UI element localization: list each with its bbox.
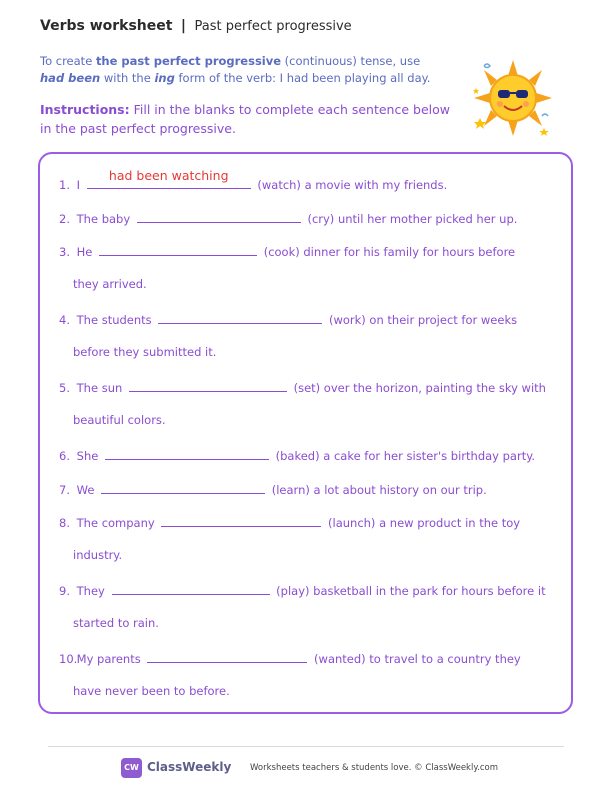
question-text: We [76, 483, 95, 497]
answer-text: had been watching [108, 168, 229, 183]
sun-with-sunglasses-icon [470, 58, 556, 140]
question-number: 7. [59, 483, 70, 497]
question-text: (baked) a cake for her sister's birthday party. [275, 449, 536, 463]
question-number: 3. [59, 245, 70, 259]
intro-text: with the [100, 71, 155, 85]
question-1 [59, 168, 448, 192]
question-text: The baby [76, 212, 131, 226]
question-number: 4. [59, 313, 70, 327]
question-text: The sun [76, 381, 123, 395]
answer-blank[interactable] [129, 379, 287, 392]
question-2 [59, 210, 517, 226]
question-number: 9. [59, 584, 70, 598]
footer-tagline: Worksheets teachers & students love. © ClassWeekly.com [250, 763, 499, 773]
answer-blank[interactable] [147, 650, 307, 663]
question-3-continuation: they arrived. [73, 277, 147, 291]
question-number: 1. [59, 178, 70, 192]
question-text: They [76, 584, 105, 598]
question-text: I [76, 178, 81, 192]
intro-emphasis: had been [40, 71, 101, 85]
question-text: (wanted) to travel to a country they [314, 652, 521, 666]
question-number: 5. [59, 381, 70, 395]
intro-bold: the past perfect progressive [95, 54, 282, 68]
question-text: (cook) dinner for his family for hours before [263, 245, 516, 259]
question-4 [59, 311, 517, 327]
question-text: (cry) until her mother picked her up. [307, 212, 518, 226]
intro-text: form of the verb: I had been playing all day. [174, 71, 431, 85]
question-text: The students [76, 313, 152, 327]
intro-emphasis: ing [154, 71, 175, 85]
worksheet-title: Verbs worksheet [40, 18, 173, 34]
instructions-paragraph [40, 100, 450, 138]
question-5-continuation: beautiful colors. [73, 413, 166, 427]
question-number: 8. [59, 516, 70, 530]
question-4-continuation: before they submitted it. [73, 345, 217, 359]
classweekly-logo-icon: CW [121, 758, 142, 778]
intro-paragraph [40, 53, 440, 87]
question-text: She [76, 449, 99, 463]
question-6 [59, 447, 535, 463]
question-text: (launch) a new product in the toy [328, 516, 521, 530]
question-8-continuation: industry. [73, 548, 123, 562]
question-8 [59, 514, 520, 530]
question-number: 2. [59, 212, 70, 226]
question-text: (learn) a lot about history on our trip. [271, 483, 487, 497]
title-separator: | [180, 18, 187, 34]
footer-divider [48, 746, 564, 747]
answer-blank[interactable] [87, 168, 251, 189]
worksheet-subtitle: Past perfect progressive [194, 19, 352, 34]
answer-blank[interactable] [101, 481, 265, 494]
question-3 [59, 243, 515, 259]
answer-blank[interactable] [112, 582, 270, 595]
answer-blank[interactable] [137, 210, 301, 223]
question-number: 10. [59, 652, 78, 666]
question-9-continuation: started to rain. [73, 616, 159, 630]
question-text: The company [76, 516, 155, 530]
instructions-text: Fill in the blanks to complete each sentence below in the past perfect progressive. [40, 102, 450, 136]
question-text: (watch) a movie with my friends. [257, 178, 448, 192]
answer-blank[interactable] [105, 447, 269, 460]
question-text: My parents [76, 652, 141, 666]
worksheet-header [40, 18, 352, 34]
question-10 [59, 650, 521, 666]
intro-text: (continuous) tense, use [281, 54, 421, 68]
question-number: 6. [59, 449, 70, 463]
question-5 [59, 379, 546, 395]
answer-blank[interactable] [161, 514, 321, 527]
instructions-label: Instructions: [40, 102, 130, 117]
intro-text: To create [40, 54, 96, 68]
question-7 [59, 481, 487, 497]
question-9 [59, 582, 546, 598]
footer-brand: ClassWeekly [147, 760, 232, 774]
answer-blank[interactable] [99, 243, 257, 256]
question-text: (work) on their project for weeks [328, 313, 518, 327]
question-10-continuation: have never been to before. [73, 684, 230, 698]
question-text: (play) basketball in the park for hours before it [276, 584, 546, 598]
question-text: (set) over the horizon, painting the sky with [293, 381, 546, 395]
answer-blank[interactable] [158, 311, 322, 324]
question-text: He [76, 245, 93, 259]
